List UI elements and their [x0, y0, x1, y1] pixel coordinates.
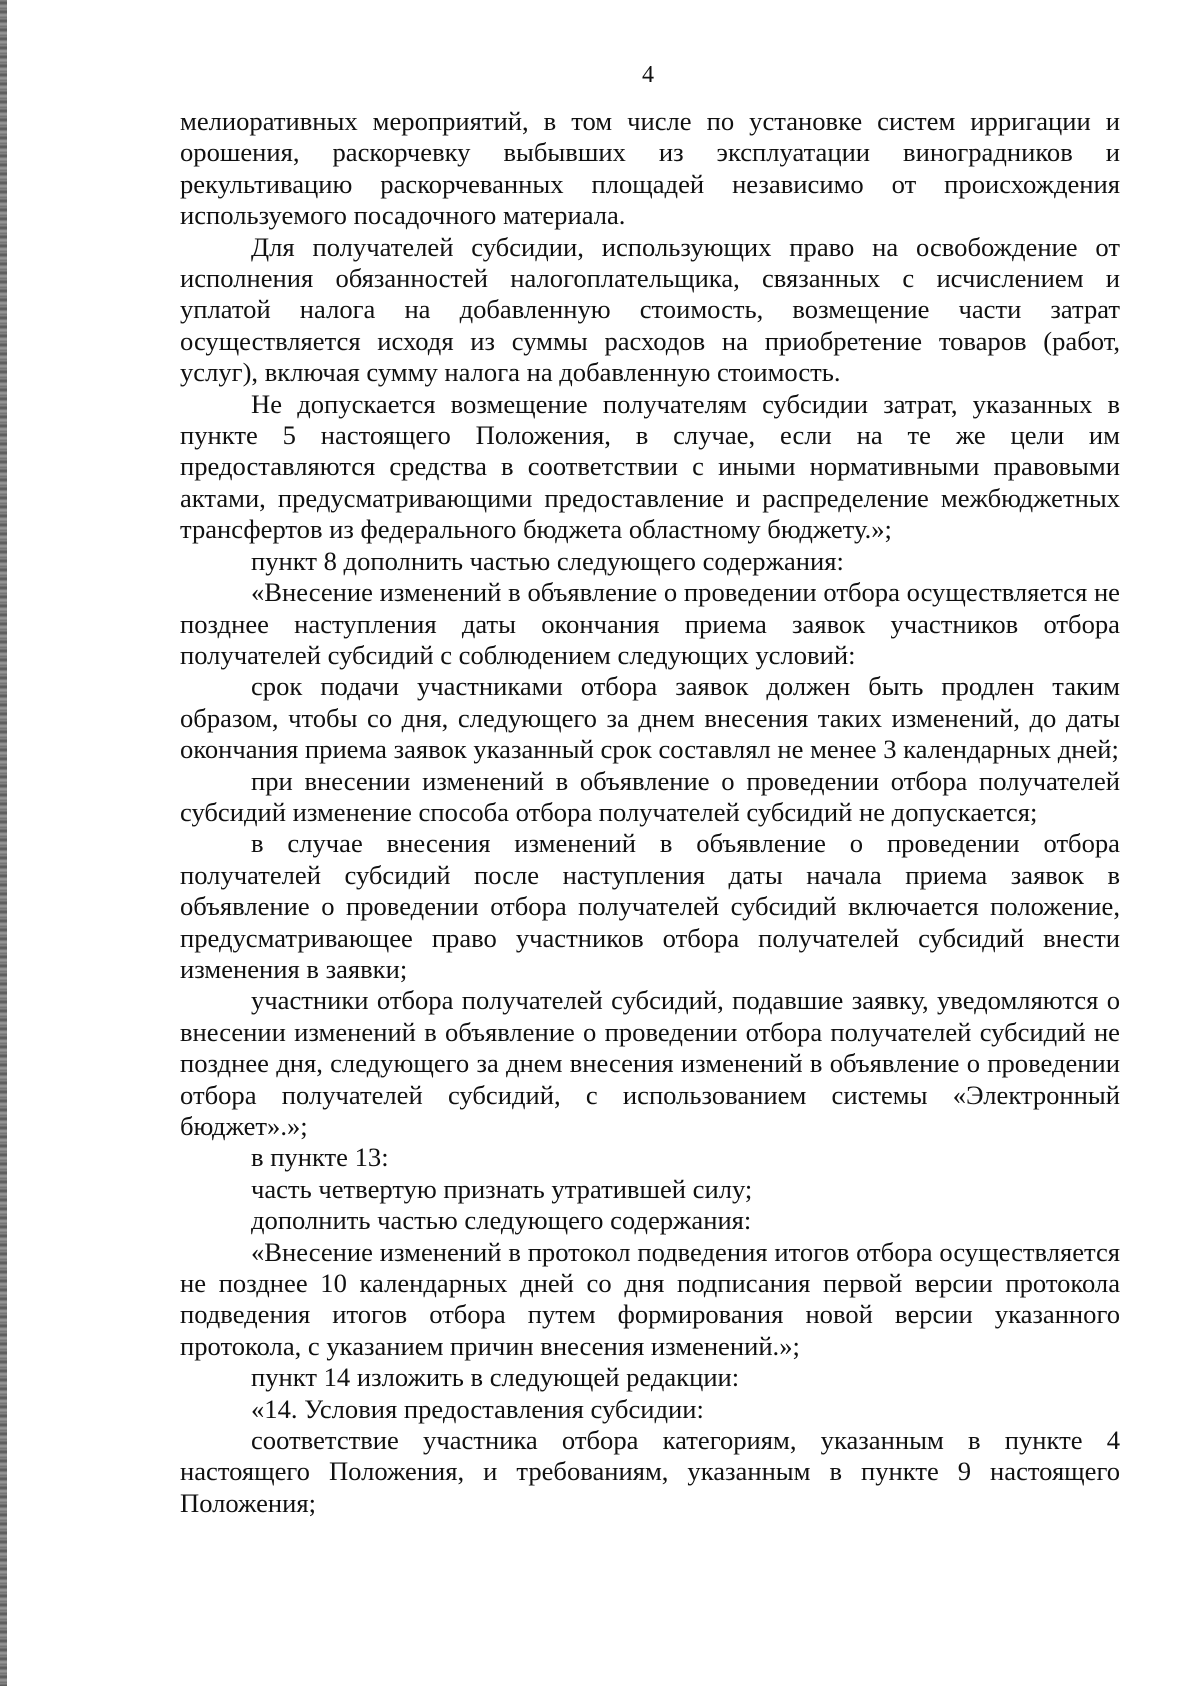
paragraph: в пункте 13:: [251, 1142, 389, 1173]
paragraph: Не допускается возмещение получателям субсидии затрат, указанных в пункте 5 настоящего Положения, в случае, если на те же цели им предоставляются средства в соответствии с иными нормативными правовыми актами, предусматривающими предоставление и распределение межбюджетных трансфертов из федерального бюджета областному бюджету.»;: [180, 388, 1120, 545]
paragraph: участники отбора получателей субсидий, подавшие заявку, уведомляются о внесении изменений в объявление о проведении отбора получателей субсидий не позднее дня, следующего за днем внесения изменений в объявление о проведении отбора получателей субсидий, с использованием системы «Электронный бюджет».»;: [180, 985, 1120, 1141]
paragraph: соответствие участника отбора категориям, указанным в пункте 4 настоящего Положения, и требованиям, указанным в пункте 9 настоящего Положения;: [180, 1425, 1120, 1518]
paragraph: мелиоративных мероприятий, в том числе по установке систем ирригации и орошения, раскорчевку выбывших из эксплуатации виноградников и рекультивацию раскорчеванных площадей независимо от происхождения используемого посадочного материала.: [180, 106, 1120, 231]
scan-edge: [0, 0, 7, 1686]
paragraph: «14. Условия предоставления субсидии:: [251, 1393, 704, 1424]
paragraph: пункт 8 дополнить частью следующего содержания:: [251, 545, 844, 576]
paragraph: пункт 14 изложить в следующей редакции:: [251, 1362, 740, 1393]
paragraph: в случае внесения изменений в объявление о проведении отбора получателей субсидий после наступления даты начала приема заявок в объявление о проведении отбора получателей субсидий включается положение, предусматривающее право участников отбора получателей субсидий внести изменения в заявки;: [180, 828, 1120, 984]
paragraph: дополнить частью следующего содержания:: [251, 1205, 752, 1236]
paragraph: «Внесение изменений в протокол подведения итогов отбора осуществляется не позднее 10 календарных дней со дня подписания первой версии протокола подведения итогов отбора путем формирования новой версии указанного протокола, с указанием причин внесения изменений.»;: [180, 1236, 1120, 1361]
paragraph: «Внесение изменений в объявление о проведении отбора осуществляется не позднее наступления даты окончания приема заявок участников отбора получателей субсидий с соблюдением следующих условий:: [180, 577, 1120, 670]
page-number: 4: [642, 62, 654, 88]
document-body: [180, 106, 1120, 1519]
paragraph: при внесении изменений в объявление о проведении отбора получателей субсидий изменение способа отбора получателей субсидий не допускается;: [180, 765, 1120, 827]
paragraph: Для получателей субсидии, использующих право на освобождение от исполнения обязанностей налогоплательщика, связанных с исчислением и уплатой налога на добавленную стоимость, возмещение части затрат осуществляется исходя из суммы расходов на приобретение товаров (работ, услуг), включая сумму налога на добавленную стоимость.: [180, 231, 1120, 388]
paragraph: срок подачи участниками отбора заявок должен быть продлен таким образом, чтобы со дня, следующего за днем внесения таких изменений, до даты окончания приема заявок указанный срок составлял не менее 3 календарных дней;: [180, 671, 1120, 765]
paragraph: часть четвертую признать утратившей силу;: [251, 1173, 753, 1204]
